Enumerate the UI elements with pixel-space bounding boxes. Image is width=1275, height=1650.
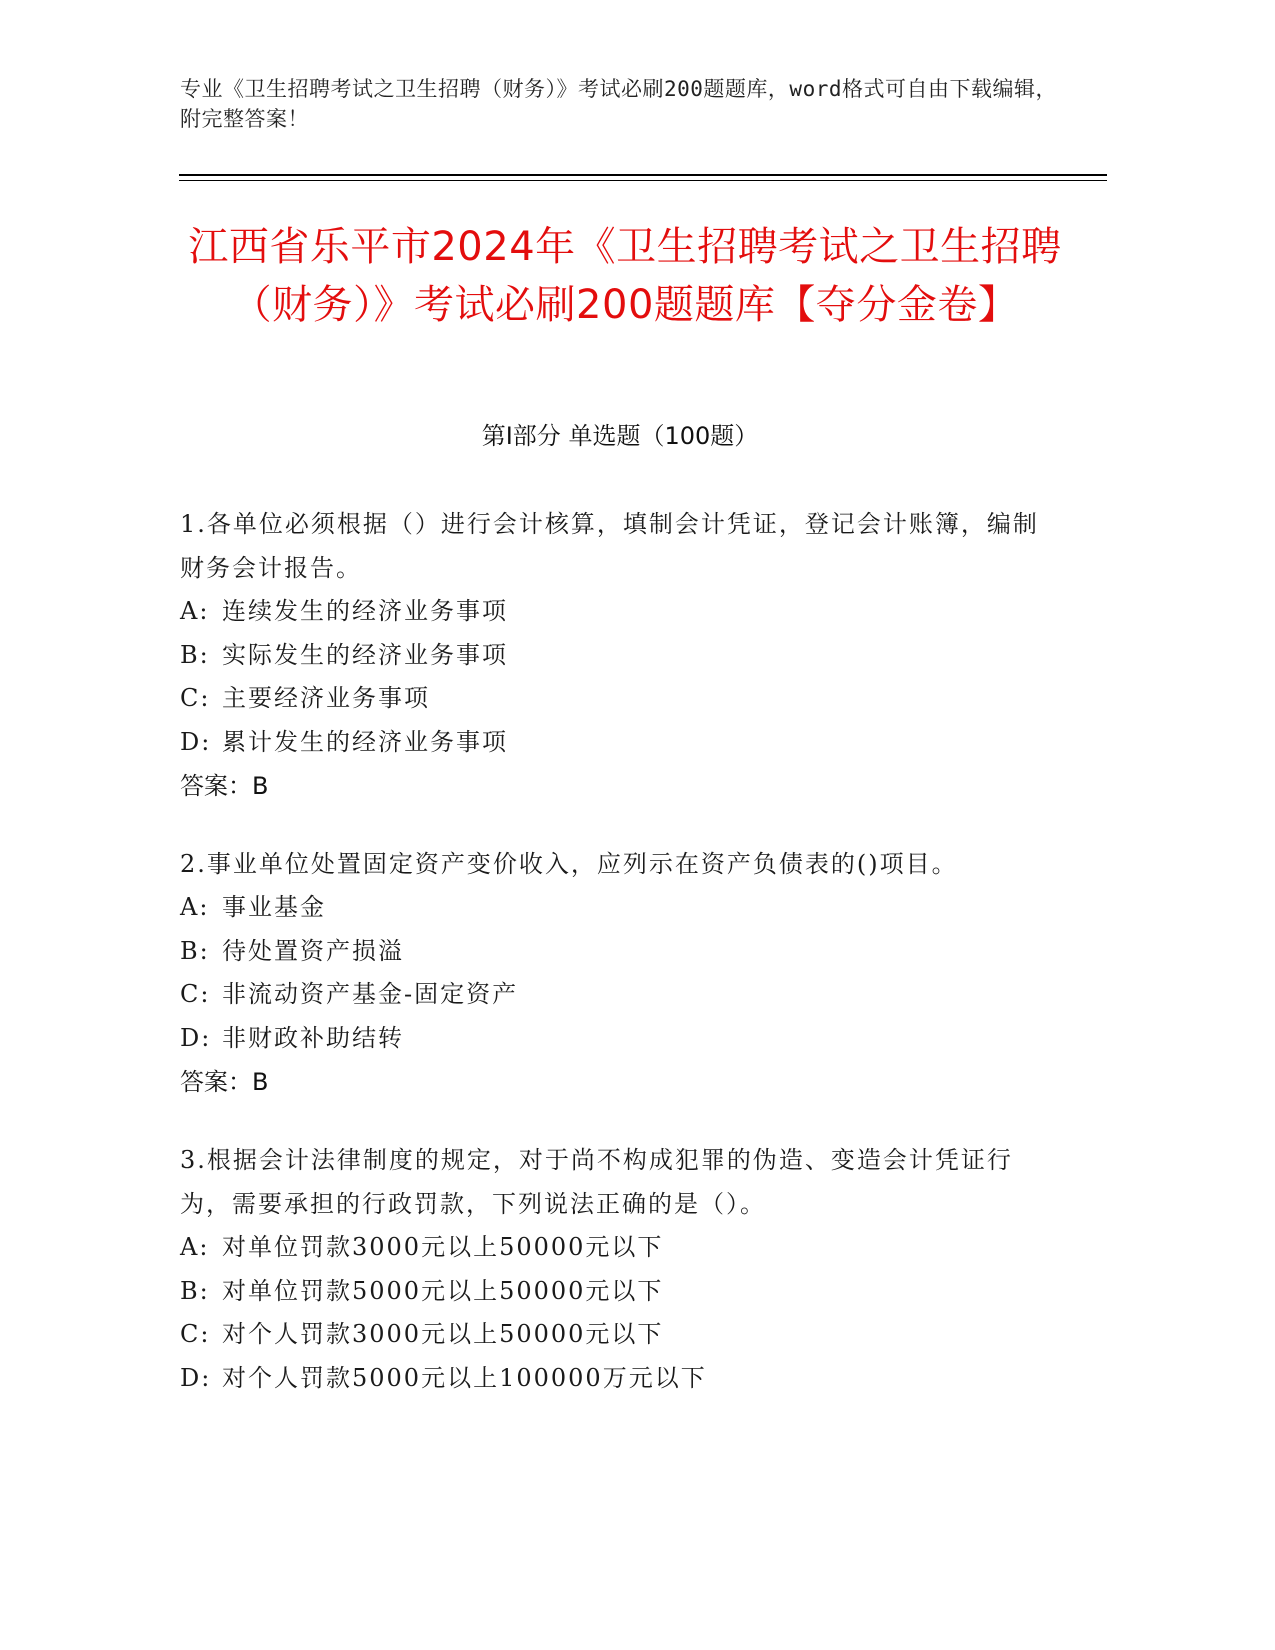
header-rule-thick [179, 174, 1107, 176]
option-text: 对个人罚款5000元以上100000万元以下 [222, 1363, 707, 1392]
option-letter: C: [180, 980, 211, 1008]
option-text: 连续发生的经济业务事项 [222, 597, 508, 625]
option-text: 主要经济业务事项 [222, 684, 430, 712]
option-letter: A: [180, 1233, 210, 1261]
option-a [180, 590, 1040, 634]
question-3 [180, 1138, 1040, 1400]
option-d [180, 1017, 1040, 1061]
option-letter: D: [180, 1023, 212, 1052]
answer-line: 答案：B [180, 1068, 269, 1096]
option-d [180, 721, 1040, 765]
option-letter: C: [180, 1320, 211, 1348]
option-letter: A: [180, 597, 210, 625]
option-d [180, 1357, 1040, 1401]
option-text: 实际发生的经济业务事项 [222, 640, 508, 669]
option-text: 累计发生的经济业务事项 [222, 727, 508, 756]
question-stem: 2.事业单位处置固定资产变价收入，应列示在资产负债表的()项目。 [180, 850, 958, 878]
option-text: 事业基金 [222, 893, 326, 921]
section-heading: 第I部分 单选题（100题） [481, 422, 759, 450]
option-letter: B: [180, 1276, 210, 1305]
header-rule-thin [179, 180, 1107, 181]
option-letter: D: [180, 1363, 212, 1392]
option-letter: B: [180, 640, 210, 669]
option-letter: A: [180, 893, 210, 921]
question-stem: 3.根据会计法律制度的规定，对于尚不构成犯罪的伪造、变造会计凭证行为，需要承担的行政罚款，下列说法正确的是（）。 [180, 1146, 1013, 1218]
option-c [180, 677, 1040, 721]
option-text: 非流动资产基金-固定资产 [222, 980, 519, 1008]
option-b [180, 1270, 1040, 1314]
question-stem: 1.各单位必须根据（）进行会计核算，填制会计凭证，登记会计账簿，编制财务会计报告。 [180, 510, 1039, 582]
option-letter: C: [180, 684, 211, 712]
question-1 [180, 502, 1040, 808]
option-letter: D: [180, 727, 212, 756]
question-2 [180, 842, 1040, 1104]
option-a [180, 886, 1040, 930]
option-text: 对个人罚款3000元以上50000元以下 [222, 1320, 664, 1348]
option-a [180, 1226, 1040, 1270]
option-text: 对单位罚款5000元以上50000元以下 [222, 1276, 664, 1305]
question-list [180, 502, 1040, 1434]
header-note: 专业《卫生招聘考试之卫生招聘（财务）》考试必刷200题题库，word格式可自由下载编辑，附完整答案！ [180, 77, 1057, 131]
option-text: 待处置资产损溢 [222, 936, 404, 965]
option-c [180, 1313, 1040, 1357]
option-b [180, 634, 1040, 678]
document-title: 江西省乐平市2024年《卫生招聘考试之卫生招聘（财务）》考试必刷200题题库【夺分金卷】 [188, 224, 1062, 328]
option-b [180, 930, 1040, 974]
option-text: 非财政补助结转 [222, 1023, 404, 1052]
option-c [180, 973, 1040, 1017]
option-text: 对单位罚款3000元以上50000元以下 [222, 1233, 664, 1261]
answer-line: 答案：B [180, 772, 269, 800]
option-letter: B: [180, 936, 210, 965]
